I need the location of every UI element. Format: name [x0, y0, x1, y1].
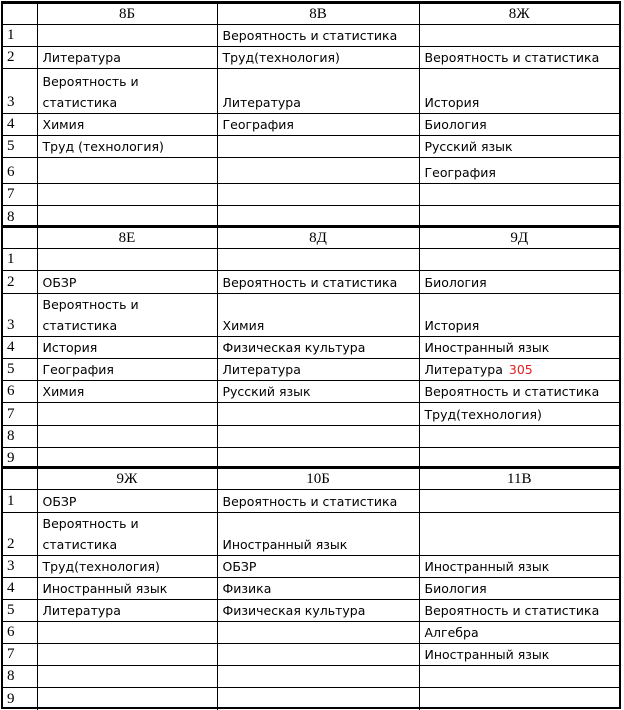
- lesson-cell: [419, 578, 619, 600]
- lesson-cell: [419, 666, 619, 688]
- lesson-cell: [419, 249, 619, 271]
- lesson-cell: [217, 184, 419, 206]
- lesson-number: 9: [3, 448, 37, 470]
- lesson-number: 7: [3, 644, 37, 666]
- class-header: 10Б: [217, 469, 419, 490]
- lesson-row: [3, 271, 619, 294]
- lesson-row: [3, 688, 619, 710]
- subject-name: ОБЗР: [222, 559, 257, 574]
- corner-cell: [3, 4, 37, 25]
- lesson-number: 1: [3, 490, 37, 513]
- lesson-cell: [217, 249, 419, 271]
- lesson-row: [3, 294, 619, 337]
- lesson-cell: [419, 158, 619, 184]
- lesson-row: [3, 622, 619, 644]
- lesson-row: [3, 359, 619, 381]
- lesson-cell: [217, 556, 419, 578]
- subject-name: Химия: [42, 117, 85, 132]
- lesson-cell: [37, 600, 217, 622]
- subject-name: Вероятность и статистика: [424, 384, 600, 399]
- lesson-number: 1: [3, 249, 37, 271]
- lesson-cell: [419, 600, 619, 622]
- lesson-number: 8: [3, 206, 37, 228]
- lesson-number: 1: [3, 25, 37, 47]
- subject-name: Литература: [424, 362, 503, 377]
- subject-name: Труд(технология): [222, 50, 340, 65]
- lesson-cell: [419, 426, 619, 448]
- lesson-cell: [419, 359, 619, 381]
- schedule-block-2: [1, 225, 621, 468]
- subject-name: Биология: [424, 581, 487, 596]
- lesson-cell: [419, 294, 619, 337]
- lesson-cell: [37, 490, 217, 513]
- lesson-row: [3, 114, 619, 136]
- lesson-row: [3, 600, 619, 622]
- subject-name: История: [424, 318, 480, 333]
- lesson-number: 7: [3, 184, 37, 206]
- lesson-cell: [419, 556, 619, 578]
- subject-name: Физическая культура: [222, 340, 366, 355]
- subject-name: Физика: [222, 581, 272, 596]
- lesson-cell: [217, 666, 419, 688]
- lesson-row: [3, 136, 619, 158]
- lesson-number: 2: [3, 271, 37, 294]
- subject-name: Литература: [42, 50, 121, 65]
- lesson-cell: [37, 136, 217, 158]
- lesson-cell: [419, 25, 619, 47]
- lesson-row: [3, 426, 619, 448]
- subject-name: Иностранный язык: [222, 537, 348, 552]
- lesson-cell: [37, 294, 217, 337]
- lesson-cell: [37, 381, 217, 403]
- lesson-number: 6: [3, 381, 37, 403]
- lesson-cell: [37, 556, 217, 578]
- lesson-row: [3, 403, 619, 426]
- subject-name: Вероятность и статистика: [222, 494, 398, 509]
- corner-cell: [3, 469, 37, 490]
- schedule-block-3: [1, 466, 621, 709]
- lesson-cell: [419, 622, 619, 644]
- lesson-cell: [217, 47, 419, 69]
- lesson-number: 6: [3, 158, 37, 184]
- subject-name: Химия: [42, 384, 85, 399]
- corner-cell: [3, 228, 37, 249]
- lesson-row: [3, 184, 619, 206]
- subject-name: Иностранный язык: [424, 647, 550, 662]
- lesson-cell: [217, 600, 419, 622]
- class-header: 9Д: [419, 228, 619, 249]
- subject-name: Литература: [42, 603, 121, 618]
- lesson-cell: [37, 513, 217, 556]
- lesson-number: 3: [3, 294, 37, 337]
- lesson-number: 4: [3, 114, 37, 136]
- lesson-cell: [37, 688, 217, 710]
- lesson-cell: [37, 158, 217, 184]
- lesson-cell: [37, 359, 217, 381]
- lesson-number: 9: [3, 688, 37, 710]
- subject-name: Литература: [222, 362, 301, 377]
- lesson-cell: [217, 294, 419, 337]
- lesson-number: 2: [3, 47, 37, 69]
- lesson-cell: [217, 644, 419, 666]
- subject-name: ОБЗР: [42, 494, 77, 509]
- lesson-cell: [217, 69, 419, 114]
- lesson-cell: [217, 622, 419, 644]
- subject-name: Химия: [222, 318, 265, 333]
- subject-name: Иностранный язык: [424, 559, 550, 574]
- lesson-row: [3, 666, 619, 688]
- lesson-cell: [37, 25, 217, 47]
- lesson-cell: [37, 271, 217, 294]
- lesson-cell: [419, 381, 619, 403]
- lesson-row: [3, 381, 619, 403]
- lesson-number: 3: [3, 556, 37, 578]
- lesson-number: 4: [3, 337, 37, 359]
- lesson-cell: [419, 69, 619, 114]
- lesson-cell: [217, 426, 419, 448]
- lesson-number: 5: [3, 136, 37, 158]
- lesson-number: 6: [3, 622, 37, 644]
- header-row: [3, 228, 619, 249]
- lesson-row: [3, 47, 619, 69]
- class-header: 8Ж: [419, 4, 619, 25]
- class-header: 8Д: [217, 228, 419, 249]
- lesson-number: 4: [3, 578, 37, 600]
- class-header: 11В: [419, 469, 619, 490]
- subject-name: География: [42, 362, 114, 377]
- lesson-cell: [217, 688, 419, 710]
- lesson-cell: [217, 381, 419, 403]
- lesson-number: 7: [3, 403, 37, 426]
- subject-name: Литература: [222, 95, 301, 110]
- lesson-cell: [37, 622, 217, 644]
- lesson-cell: [217, 359, 419, 381]
- subject-name: История: [424, 95, 480, 110]
- schedule-block-1: [1, 1, 621, 227]
- subject-name: Биология: [424, 117, 487, 132]
- class-header: 9Ж: [37, 469, 217, 490]
- lesson-number: 3: [3, 69, 37, 114]
- subject-name: История: [42, 340, 98, 355]
- subject-name: География: [424, 165, 496, 180]
- lesson-cell: [217, 114, 419, 136]
- lesson-cell: [37, 47, 217, 69]
- lesson-cell: [217, 25, 419, 47]
- subject-name: Биология: [424, 275, 487, 290]
- lesson-cell: [37, 69, 217, 114]
- lesson-cell: [217, 136, 419, 158]
- lesson-cell: [37, 403, 217, 426]
- lesson-cell: [217, 271, 419, 294]
- subject-name: Вероятность и статистика: [42, 297, 139, 333]
- lesson-row: [3, 578, 619, 600]
- lesson-cell: [217, 337, 419, 359]
- lesson-cell: [419, 114, 619, 136]
- lesson-cell: [37, 337, 217, 359]
- subject-name: Труд (технология): [42, 139, 164, 154]
- schedule-table: [3, 3, 619, 228]
- subject-name: Вероятность и статистика: [42, 516, 139, 552]
- lesson-cell: [37, 666, 217, 688]
- lesson-number: 2: [3, 513, 37, 556]
- lesson-cell: [217, 490, 419, 513]
- lesson-cell: [419, 513, 619, 556]
- subject-name: Алгебра: [424, 625, 479, 640]
- subject-name: Труд(технология): [42, 559, 160, 574]
- lesson-row: [3, 556, 619, 578]
- lesson-cell: [419, 184, 619, 206]
- lesson-cell: [37, 426, 217, 448]
- lesson-row: [3, 69, 619, 114]
- subject-name: География: [222, 117, 294, 132]
- subject-name: Вероятность и статистика: [424, 50, 600, 65]
- subject-name: Вероятность и статистика: [424, 603, 600, 618]
- subject-name: Вероятность и статистика: [222, 28, 398, 43]
- lesson-number: 5: [3, 600, 37, 622]
- lesson-number: 8: [3, 426, 37, 448]
- lesson-row: [3, 513, 619, 556]
- lesson-row: [3, 490, 619, 513]
- lesson-row: [3, 25, 619, 47]
- lesson-cell: [419, 644, 619, 666]
- lesson-cell: [217, 158, 419, 184]
- lesson-row: [3, 158, 619, 184]
- subject-name: Вероятность и статистика: [222, 275, 398, 290]
- class-header: 8Б: [37, 4, 217, 25]
- subject-name: Русский язык: [222, 384, 311, 399]
- subject-name: ОБЗР: [42, 275, 77, 290]
- lesson-cell: [37, 184, 217, 206]
- lesson-cell: [419, 271, 619, 294]
- header-row: [3, 4, 619, 25]
- lesson-cell: [217, 578, 419, 600]
- lesson-cell: [37, 114, 217, 136]
- lesson-cell: [37, 578, 217, 600]
- lesson-number: 8: [3, 666, 37, 688]
- class-header: 8Е: [37, 228, 217, 249]
- lesson-cell: [419, 403, 619, 426]
- lesson-cell: [217, 513, 419, 556]
- lesson-cell: [419, 490, 619, 513]
- subject-name: Физическая культура: [222, 603, 366, 618]
- room-number: 305: [508, 362, 533, 377]
- lesson-cell: [419, 688, 619, 710]
- subject-name: Труд(технология): [424, 407, 542, 422]
- lesson-row: [3, 644, 619, 666]
- schedule-table: [3, 468, 619, 710]
- lesson-cell: [419, 47, 619, 69]
- lesson-row: [3, 249, 619, 271]
- subject-name: Вероятность и статистика: [42, 74, 139, 110]
- lesson-cell: [37, 249, 217, 271]
- schedule-table: [3, 227, 619, 469]
- lesson-row: [3, 337, 619, 359]
- lesson-cell: [217, 403, 419, 426]
- lesson-cell: [37, 644, 217, 666]
- header-row: [3, 469, 619, 490]
- subject-name: Русский язык: [424, 139, 513, 154]
- class-header: 8В: [217, 4, 419, 25]
- lesson-number: 5: [3, 359, 37, 381]
- subject-name: Иностранный язык: [424, 340, 550, 355]
- lesson-cell: [419, 136, 619, 158]
- subject-name: Иностранный язык: [42, 581, 168, 596]
- lesson-cell: [419, 337, 619, 359]
